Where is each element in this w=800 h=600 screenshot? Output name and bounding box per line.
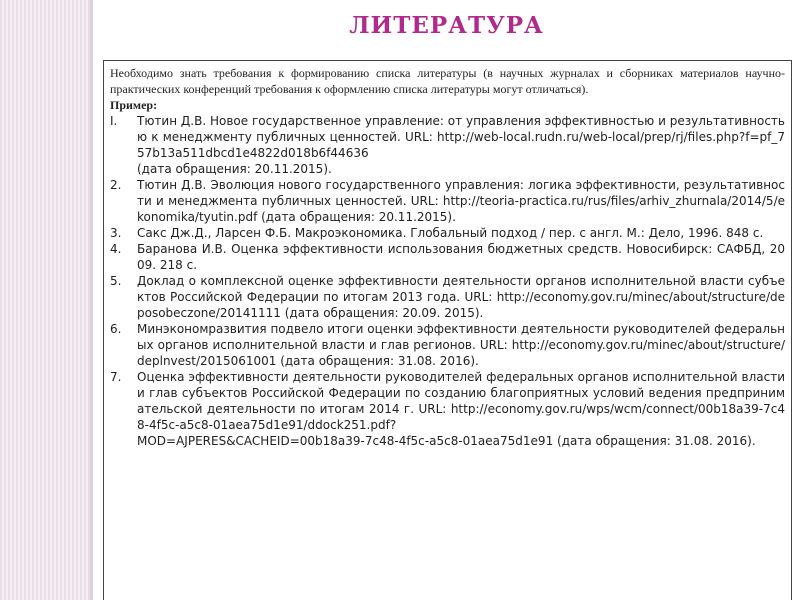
reference-number: 4. [110, 242, 122, 256]
example-label: Пример: [110, 98, 158, 112]
reference-text [137, 241, 785, 273]
content-box [103, 60, 792, 600]
reference-text [137, 177, 785, 225]
reference-text [137, 225, 785, 241]
reference-number: 6. [110, 322, 122, 336]
reference-item [110, 177, 785, 225]
reference-text [137, 369, 785, 449]
intro-paragraph: Необходимо знать требования к формированию списка литературы (в научных журналах и сборниках материалов научно-практических конференций требования к оформлению списка литературы могут отличаться). [110, 66, 785, 96]
reference-line: Сакс Дж.Д., Ларсен Ф.Б. Макроэкономика. Глобальный подход / пер. с англ. М.: Дело, 1996. 848 с. [137, 226, 764, 240]
decorative-stripe [0, 0, 92, 600]
reference-item [110, 273, 785, 321]
reference-line: Оценка эффективности деятельности руководителей федеральных органов исполнительной власти и глав субъектов Российской Федерации по созданию благоприятных условий ведения предпринимательской деятельности по итогам 2014 г. URL: http://economy.gov.ru/wps/wcm/connect/00b18a39-7c48-4f5c-a5c8-01aea75d1e91/ddock251.pdf? [137, 370, 785, 432]
reference-line: MOD=AJPERES&CACHEID=00b18a39-7c48-4f5c-a5c8-01aea75d1e91 (дата обращения: 31.08. 2016). [137, 434, 756, 448]
reference-text [137, 273, 785, 321]
reference-line: Доклад о комплексной оценке эффективности деятельности органов исполнительной власти субъектов Российской Федерации по итогам 2013 года. URL: http://economy.gov.ru/minec/about/structure/deposobeczone/20141111 (дата обращения: 20.09. 2015). [137, 274, 785, 320]
reference-number: 7. [110, 370, 122, 384]
reference-line: Баранова И.В. Оценка эффективности использования бюджетных средств. Новосибирск: САФБД, 2009. 218 с. [137, 242, 785, 272]
reference-number: I. [110, 114, 118, 128]
reference-number: 3. [110, 226, 122, 240]
reference-line: (дата обращения: 20.11.2015). [137, 162, 332, 176]
slide-title: ЛИТЕРАТУРА [349, 12, 544, 39]
reference-item [110, 241, 785, 273]
reference-item [110, 225, 785, 241]
reference-text [137, 321, 785, 369]
reference-item [110, 321, 785, 369]
reference-text [137, 113, 785, 177]
reference-item [110, 113, 785, 177]
reference-number: 5. [110, 274, 122, 288]
reference-list [110, 113, 785, 449]
reference-line: Тютин Д.В. Новое государственное управление: от управления эффективностью и результативностью к менеджменту публичных ценностей. URL: http://web-local.rudn.ru/web-local/prep/rj/files.php?f=pf_757b13a511dbcd1e4822d018b6f44636 [137, 114, 785, 160]
reference-line: Тютин Д.В. Эволюция нового государственного управления: логика эффективности, результативности и менеджмента публичных ценностей. URL: http://teoria-practica.ru/rus/files/arhiv_zhurnala/2014/5/ekonomika/tyutin.pdf (дата обращения: 20.11.2015). [137, 178, 785, 224]
reference-item [110, 369, 785, 449]
reference-number: 2. [110, 178, 122, 192]
reference-line: Минэкономразвития подвело итоги оценки эффективности деятельности руководителей федеральных органов исполнительной власти и глав регионов. URL: http://economy.gov.ru/minec/about/structure/deplnvest/2015061001 (дата обращения: 31.08. 2016). [137, 322, 785, 368]
